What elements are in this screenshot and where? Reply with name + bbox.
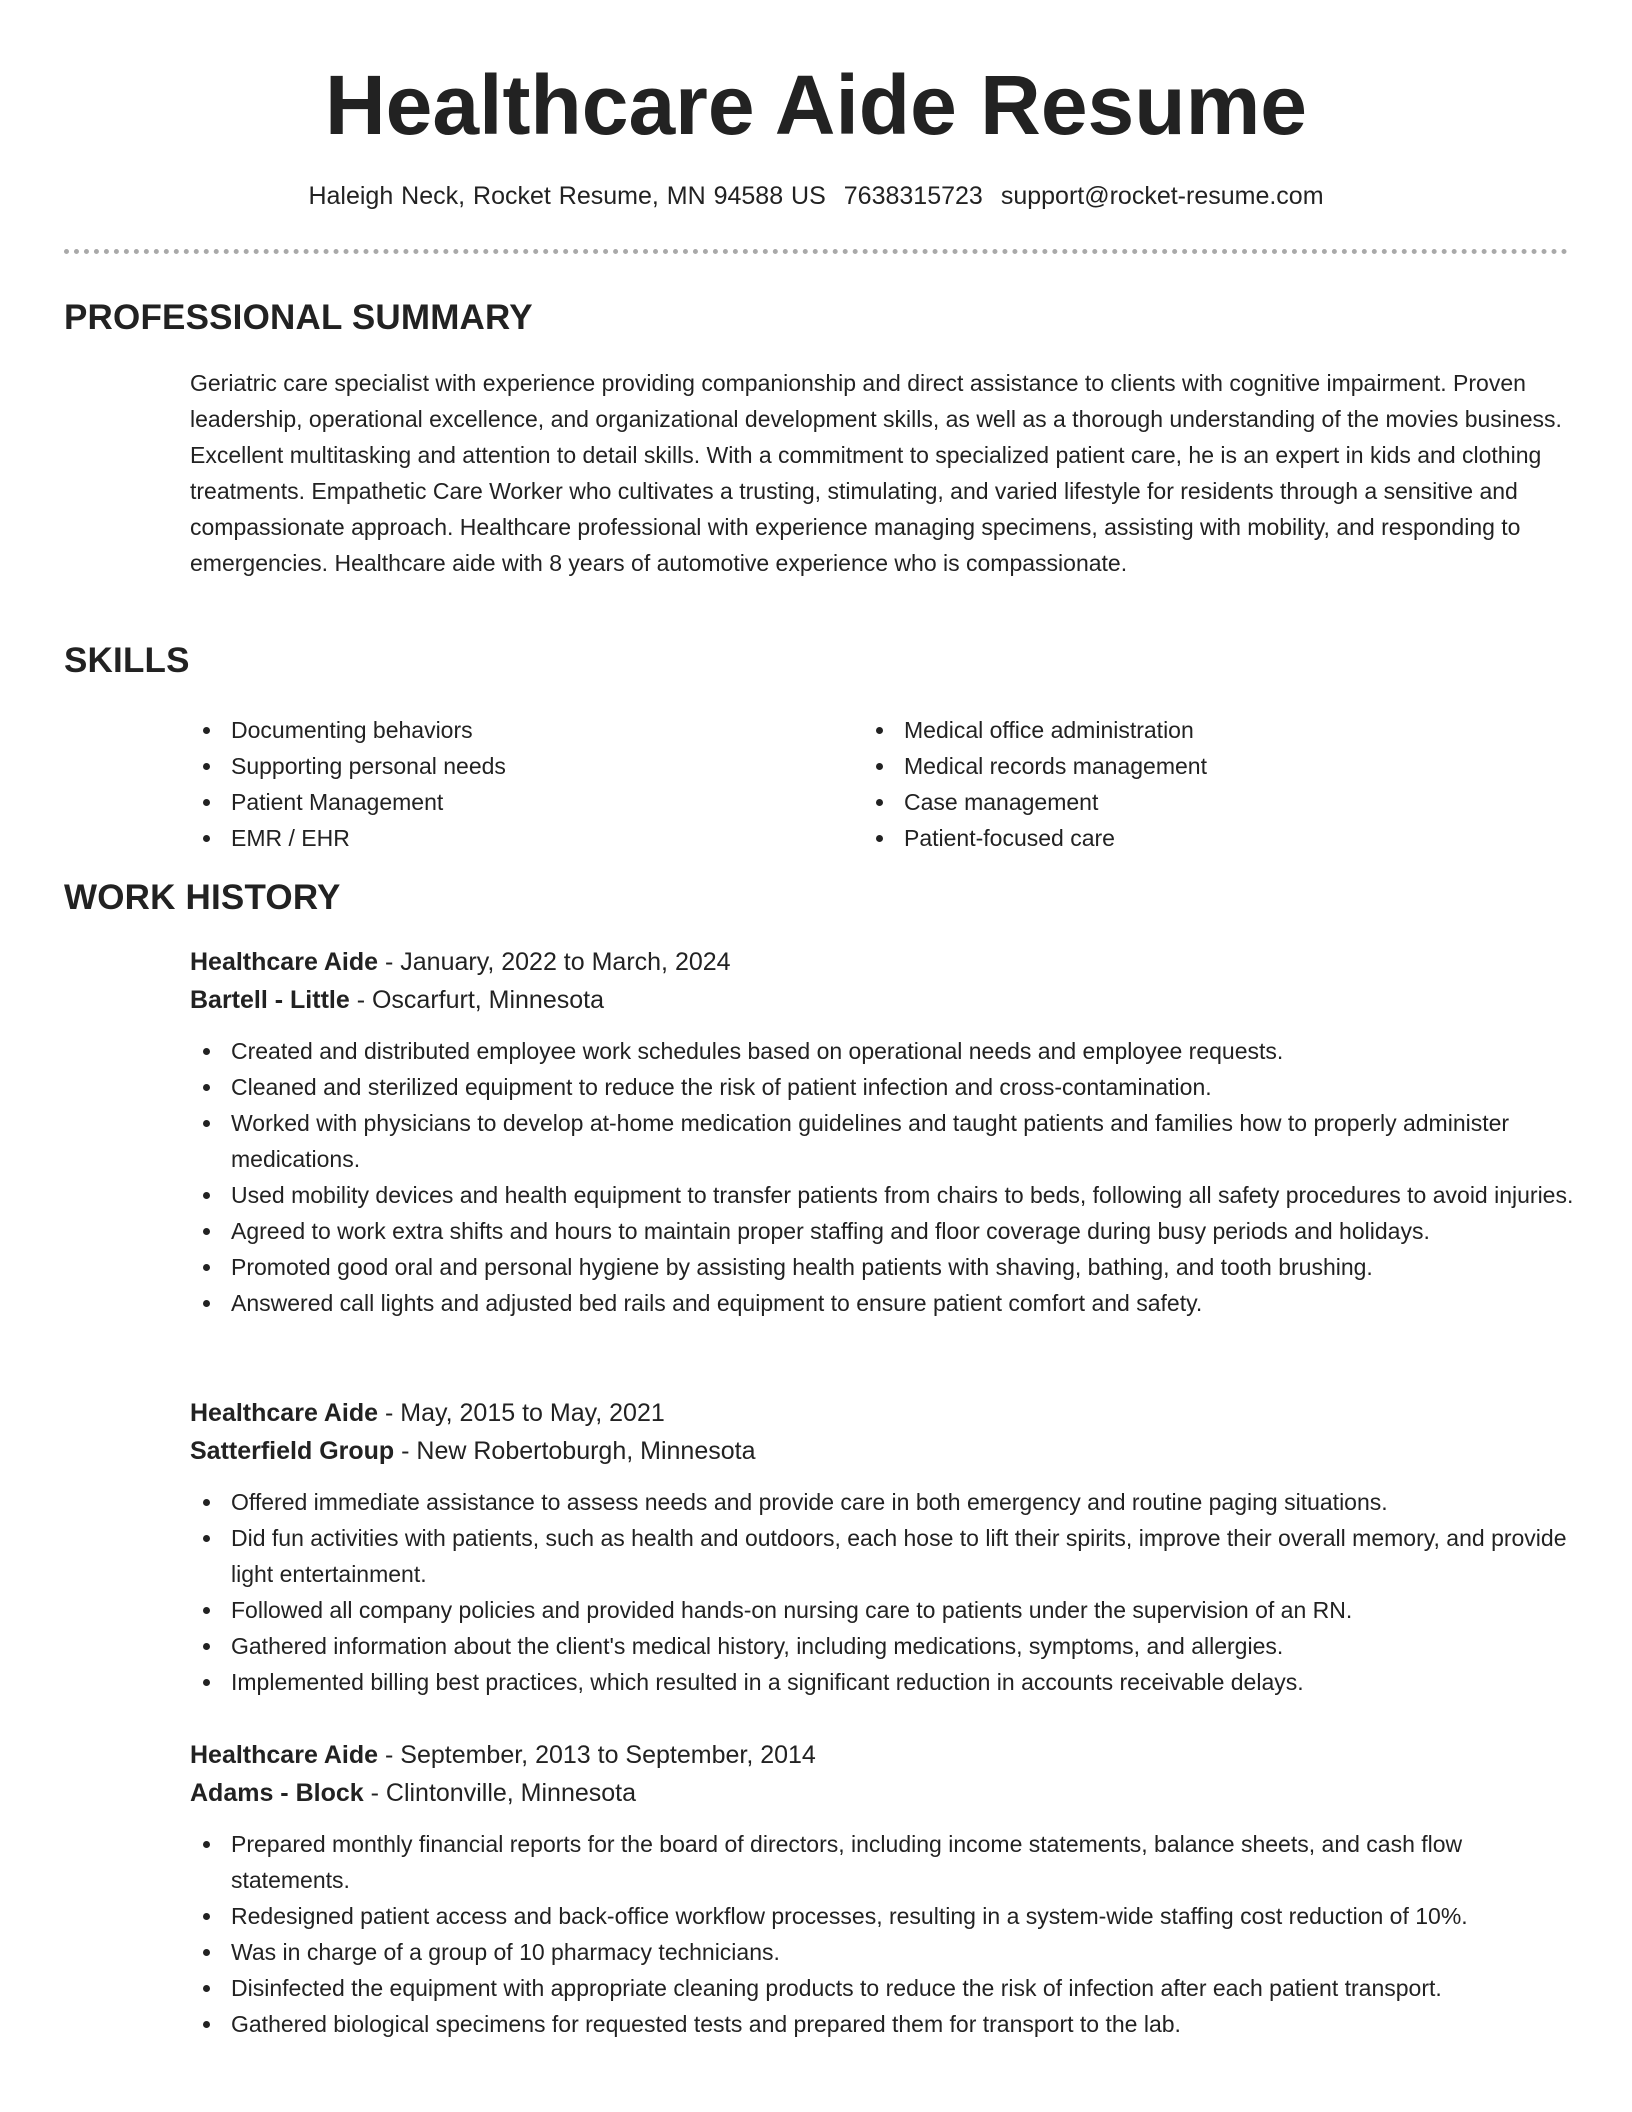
job-title-line bbox=[190, 1394, 1580, 1432]
job-location: - Oscarfurt, Minnesota bbox=[349, 986, 604, 1014]
skill-item: Patient-focused care bbox=[860, 820, 1460, 856]
job-entry bbox=[190, 1736, 1580, 2042]
job-company-line bbox=[190, 1432, 1580, 1470]
duty-item: Redesigned patient access and back-office workflow processes, resulting in a system-wide staffing cost reduction of 10%. bbox=[187, 1898, 1580, 1934]
job-dates: - September, 2013 to September, 2014 bbox=[378, 1741, 816, 1769]
job-entry bbox=[190, 1394, 1580, 1700]
duty-item: Used mobility devices and health equipment to transfer patients from chairs to beds, following all safety procedures to avoid injuries. bbox=[187, 1177, 1580, 1213]
job-company: Satterfield Group bbox=[190, 1437, 395, 1465]
duty-item: Worked with physicians to develop at-home medication guidelines and taught patients and families how to properly administer medications. bbox=[187, 1105, 1580, 1177]
skills-column-right bbox=[860, 712, 1460, 856]
job-dates: - January, 2022 to March, 2024 bbox=[378, 948, 731, 976]
skill-item: Patient Management bbox=[187, 784, 787, 820]
job-entry bbox=[190, 943, 1580, 1321]
job-role: Healthcare Aide bbox=[190, 1741, 379, 1769]
job-dates: - May, 2015 to May, 2021 bbox=[378, 1399, 665, 1427]
job-title-line bbox=[190, 943, 1580, 981]
duty-item: Offered immediate assistance to assess needs and provide care in both emergency and routine paging situations. bbox=[187, 1484, 1580, 1520]
skills-heading: SKILLS bbox=[64, 641, 190, 680]
resume-title: Healthcare Aide Resume bbox=[325, 58, 1307, 152]
duty-item: Disinfected the equipment with appropriate cleaning products to reduce the risk of infection after each patient transport. bbox=[187, 1970, 1580, 2006]
duty-item: Promoted good oral and personal hygiene by assisting health patients with shaving, bathing, and tooth brushing. bbox=[187, 1249, 1580, 1285]
skills-list-left bbox=[187, 712, 787, 856]
contact-phone: 7638315723 bbox=[843, 182, 983, 210]
duty-item: Cleaned and sterilized equipment to reduce the risk of patient infection and cross-contamination. bbox=[187, 1069, 1580, 1105]
skill-item: Medical records management bbox=[860, 748, 1460, 784]
duty-item: Gathered biological specimens for requested tests and prepared them for transport to the lab. bbox=[187, 2006, 1580, 2042]
duty-item: Created and distributed employee work schedules based on operational needs and employee requests. bbox=[187, 1033, 1580, 1069]
skill-item: Documenting behaviors bbox=[187, 712, 787, 748]
job-company: Adams - Block bbox=[190, 1779, 364, 1807]
duty-item: Implemented billing best practices, which resulted in a significant reduction in accounts receivable delays. bbox=[187, 1664, 1580, 1700]
job-company: Bartell - Little bbox=[190, 986, 350, 1014]
skill-item: EMR / EHR bbox=[187, 820, 787, 856]
skill-item: Medical office administration bbox=[860, 712, 1460, 748]
duty-item: Prepared monthly financial reports for the board of directors, including income statements, balance sheets, and cash flow statements. bbox=[187, 1826, 1580, 1898]
job-company-line bbox=[190, 981, 1580, 1019]
skills-column-left bbox=[187, 712, 787, 856]
job-location: - Clintonville, Minnesota bbox=[363, 1779, 637, 1807]
job-role: Healthcare Aide bbox=[190, 1399, 379, 1427]
skill-item: Case management bbox=[860, 784, 1460, 820]
job-duties bbox=[187, 1826, 1580, 2042]
duty-item: Followed all company policies and provided hands-on nursing care to patients under the supervision of an RN. bbox=[187, 1592, 1580, 1628]
summary-text: Geriatric care specialist with experience providing companionship and direct assistance to clients with cognitive impairment. Proven leadership, operational excellence, and organizational development skills, as well as a thorough understanding of the movies business. Excellent multitasking and attention to detail skills. With a commitment to specialized patient care, he is an expert in kids and clothing treatments. Empathetic Care Worker who cultivates a trusting, stimulating, and varied lifestyle for residents through a sensitive and compassionate approach. Healthcare professional with experience managing specimens, assisting with mobility, and responding to emergencies. Healthcare aide with 8 years of automotive experience who is compassionate. bbox=[190, 370, 1562, 576]
duty-item: Did fun activities with patients, such as health and outdoors, each hose to lift their spirits, improve their overall memory, and provide light entertainment. bbox=[187, 1520, 1580, 1592]
work-history-heading: WORK HISTORY bbox=[64, 878, 341, 917]
contact-address: Haleigh Neck, Rocket Resume, MN 94588 US bbox=[308, 182, 826, 210]
contact-email: support@rocket-resume.com bbox=[1000, 182, 1324, 210]
duty-item: Was in charge of a group of 10 pharmacy technicians. bbox=[187, 1934, 1580, 1970]
contact-line bbox=[0, 178, 1632, 214]
skill-item: Supporting personal needs bbox=[187, 748, 787, 784]
job-title-line bbox=[190, 1736, 1580, 1774]
job-duties bbox=[187, 1484, 1580, 1700]
skills-list-right bbox=[860, 712, 1460, 856]
job-location: - New Robertoburgh, Minnesota bbox=[394, 1437, 756, 1465]
job-company-line bbox=[190, 1774, 1580, 1812]
duty-item: Answered call lights and adjusted bed rails and equipment to ensure patient comfort and safety. bbox=[187, 1285, 1580, 1321]
job-role: Healthcare Aide bbox=[190, 948, 379, 976]
job-duties bbox=[187, 1033, 1580, 1321]
duty-item: Agreed to work extra shifts and hours to maintain proper staffing and floor coverage during busy periods and holidays. bbox=[187, 1213, 1580, 1249]
summary-heading: PROFESSIONAL SUMMARY bbox=[64, 298, 533, 337]
header-divider bbox=[64, 249, 1568, 254]
duty-item: Gathered information about the client's medical history, including medications, symptoms, and allergies. bbox=[187, 1628, 1580, 1664]
